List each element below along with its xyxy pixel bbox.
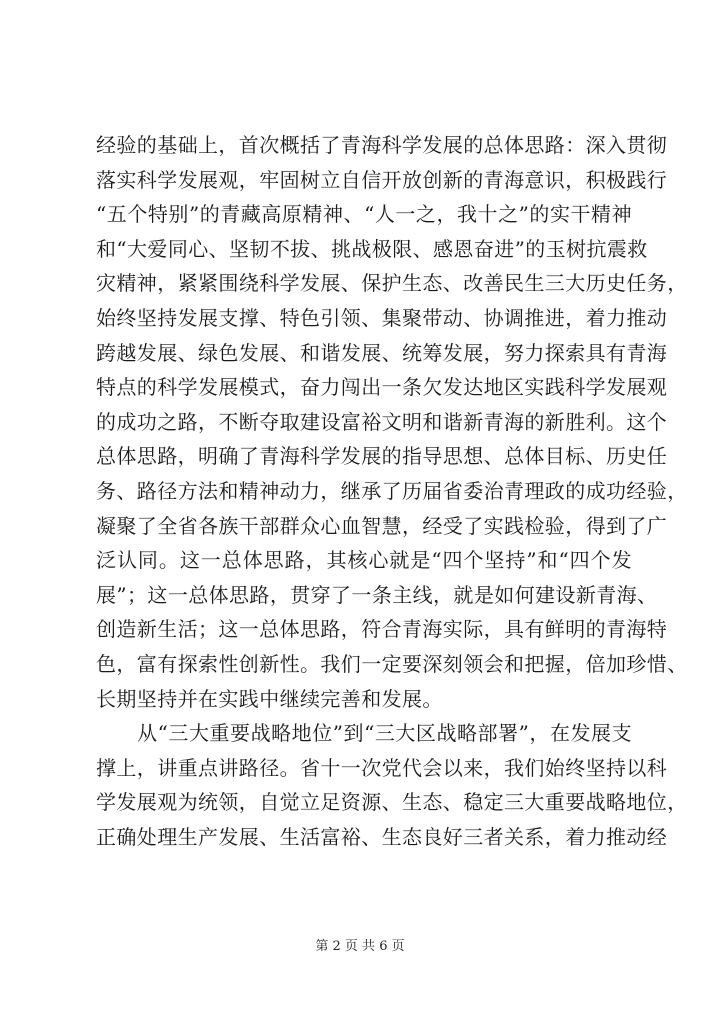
text-line: 灾精神，紧紧围绕科学发展、保护生态、改善民生三大历史任务， — [96, 271, 688, 296]
text-line: 跨越发展、绿色发展、和谐发展、统筹发展，努力探索具有青海 — [96, 340, 668, 365]
text-line: 始终坚持发展支撑、特色引领、集聚带动、协调推进，着力推动 — [96, 305, 668, 330]
text-line: 和“大爱同心、坚韧不拔、挑战极限、感恩奋进”的玉树抗震救 — [96, 236, 648, 261]
text-line: 从“三大重要战略地位”到“三大区战略部署”，在发展支 — [96, 721, 632, 746]
text-line: 凝聚了全省各族干部群众心血智慧，经受了实践检验，得到了广 — [96, 513, 668, 538]
text-line: 泛认同。这一总体思路，其核心就是“四个坚持”和“四个发 — [96, 548, 632, 573]
text-line: 学发展观为统领，自觉立足资源、生态、稳定三大重要战略地位， — [96, 790, 688, 815]
page-number: 第 2 页 共 6 页 — [315, 939, 405, 954]
text-line: 总体思路，明确了青海科学发展的指导思想、总体目标、历史任 — [96, 444, 668, 469]
text-line: 落实科学发展观，牢固树立自信开放创新的青海意识，积极践行 — [96, 167, 668, 192]
text-line: 长期坚持并在实践中继续完善和发展。 — [96, 686, 443, 711]
text-line: “五个特别”的青藏高原精神、“人一之，我十之”的实干精神 — [96, 202, 632, 227]
text-line: 色，富有探索性创新性。我们一定要深刻领会和把握，倍加珍惜、 — [96, 651, 688, 676]
text-line: 创造新生活；这一总体思路，符合青海实际，具有鲜明的青海特 — [96, 617, 668, 642]
text-line: 的成功之路，不断夺取建设富裕文明和谐新青海的新胜利。这个 — [96, 409, 668, 434]
text-line: 经验的基础上，首次概括了青海科学发展的总体思路：深入贯彻 — [96, 133, 668, 157]
text-line: 特点的科学发展模式，奋力闯出一条欠发达地区实践科学发展观 — [96, 375, 668, 400]
text-line: 务、路径方法和精神动力，继承了历届省委治青理政的成功经验， — [96, 478, 688, 503]
body-text — [96, 128, 688, 854]
text-line: 展”；这一总体思路，贯穿了一条主线，就是如何建设新青海、 — [96, 582, 658, 607]
text-line: 撑上，讲重点讲路径。省十一次党代会以来，我们始终坚持以科 — [96, 755, 668, 780]
text-line: 正确处理生产发展、生活富裕、生态良好三者关系，着力推动经 — [96, 824, 668, 849]
